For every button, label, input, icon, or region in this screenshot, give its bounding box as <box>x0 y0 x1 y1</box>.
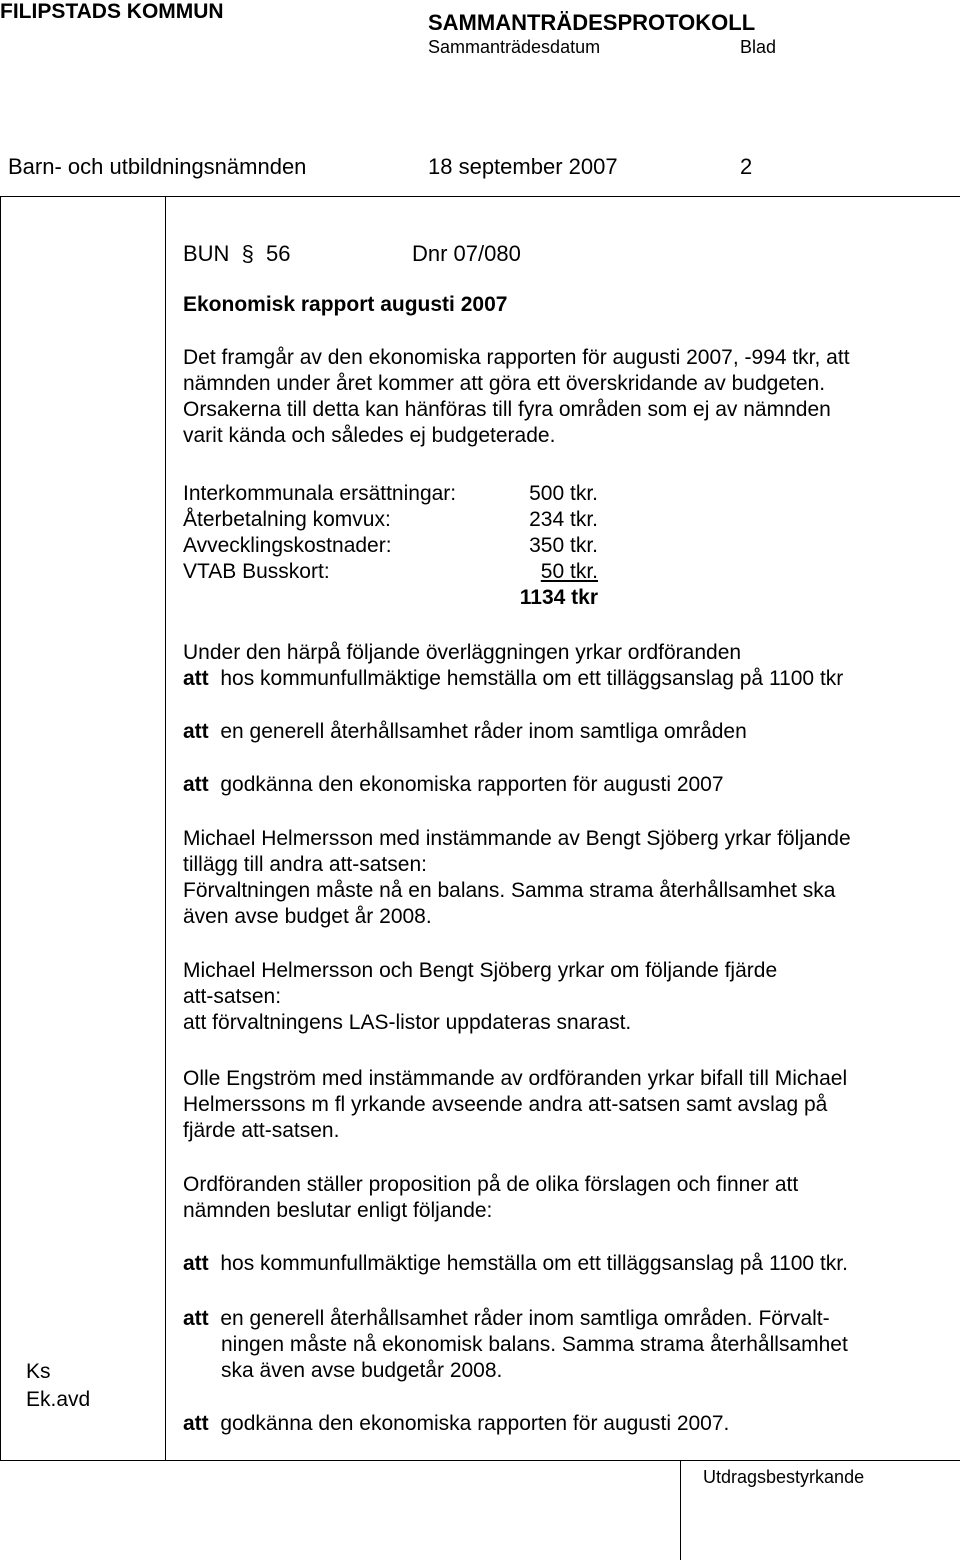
committee-name: Barn- och utbildningsnämnden <box>8 154 307 179</box>
proposal-text: hos kommunfullmäktige hemställa om ett tilläggsanslag på 1100 tkr <box>220 667 844 690</box>
cost-value: 234 tkr. <box>529 508 598 531</box>
att-word: att <box>183 667 209 690</box>
text-line: Michael Helmersson och Bengt Sjöberg yrkar om följande fjärde <box>183 959 778 982</box>
proposal-item <box>183 719 747 745</box>
proposal-text: godkänna den ekonomiska rapporten för augusti 2007 <box>220 773 724 796</box>
text-line: Michael Helmersson med instämmande av Bengt Sjöberg yrkar följande <box>183 827 851 850</box>
page-number: 2 <box>740 154 753 179</box>
amendment-3 <box>183 1066 847 1144</box>
amendment-1 <box>183 826 851 930</box>
text-line: Under den härpå följande överläggningen yrkar ordföranden <box>183 641 742 664</box>
text-line: fjärde att-satsen. <box>183 1119 340 1142</box>
cost-item <box>183 507 598 533</box>
cost-label: Avvecklingskostnader: <box>183 534 392 557</box>
att-word: att <box>183 1412 209 1435</box>
att-word: att <box>183 1252 209 1275</box>
cost-label: Återbetalning komvux: <box>183 508 391 531</box>
amendment-2 <box>183 958 777 1036</box>
cost-value-wrap <box>453 559 598 585</box>
margin-inner-line <box>165 196 166 1460</box>
meeting-date-label: Sammanträdesdatum <box>428 37 601 57</box>
cost-item <box>183 559 598 585</box>
text-line: nämnden beslutar enligt följande: <box>183 1199 493 1222</box>
decision-text: godkänna den ekonomiska rapporten för augusti 2007. <box>220 1412 730 1435</box>
paragraph-id <box>183 241 290 267</box>
decision-item-3 <box>183 1411 729 1437</box>
cost-label: VTAB Busskort: <box>183 560 330 583</box>
decision-text: ningen måste nå ekonomisk balans. Samma strama återhållsamhet <box>221 1333 848 1356</box>
cost-value: 500 tkr. <box>529 482 598 505</box>
text-line: att-satsen: <box>183 985 282 1008</box>
margin-outer-line <box>0 196 1 1460</box>
chair-proposal-intro <box>183 640 843 692</box>
att-word: att <box>183 1307 209 1330</box>
paragraph-number: 56 <box>265 241 291 266</box>
text-line: Helmerssons m fl yrkande avseende andra att-satsen samt avslag på <box>183 1093 828 1116</box>
text-line: nämnden under året kommer att göra ett överskridande av budgeten. <box>183 372 826 395</box>
text-line: varit kända och således ej budgeterade. <box>183 424 556 447</box>
decision-text: en generell återhållsamhet råder inom samtliga områden. Förvalt- <box>220 1307 830 1330</box>
cost-label: Interkommunala ersättningar: <box>183 482 457 505</box>
decision-item-2 <box>183 1306 848 1384</box>
cost-item <box>183 533 598 559</box>
text-line: Förvaltningen måste nå en balans. Samma strama återhållsamhet ska <box>183 879 836 902</box>
paragraph-prefix: BUN <box>183 241 230 266</box>
distribution-ekavd: Ek.avd <box>26 1388 91 1411</box>
section-sign: § <box>241 241 254 266</box>
text-line: Ordföranden ställer proposition på de olika förslagen och finner att <box>183 1173 799 1196</box>
decision-text: ska även avse budgetår 2008. <box>221 1359 503 1382</box>
proposal-item <box>183 772 724 798</box>
distribution-ks: Ks <box>26 1360 51 1383</box>
cost-value: 50 tkr. <box>540 560 598 583</box>
cost-total: 1134 tkr <box>519 586 598 609</box>
cost-item <box>183 481 598 507</box>
footer-divider <box>0 1460 960 1461</box>
text-line: att förvaltningens LAS-listor uppdateras snarast. <box>183 1011 632 1034</box>
text-line: Olle Engström med instämmande av ordföranden yrkar bifall till Michael <box>183 1067 848 1090</box>
decision-text: hos kommunfullmäktige hemställa om ett tilläggsanslag på 1100 tkr. <box>220 1252 848 1275</box>
cost-total-row <box>183 585 598 611</box>
att-word: att <box>183 773 209 796</box>
proposal-text: en generell återhållsamhet råder inom samtliga områden <box>220 720 747 743</box>
document-type: SAMMANTRÄDESPROTOKOLL <box>428 10 756 35</box>
text-line: Orsakerna till detta kan hänföras till fyra områden som ej av nämnden <box>183 398 831 421</box>
cost-list <box>183 481 598 611</box>
att-word: att <box>183 720 209 743</box>
meeting-date: 18 september 2007 <box>428 154 618 179</box>
decision-intro <box>183 1172 798 1224</box>
org-name: FILIPSTADS KOMMUN <box>0 0 224 23</box>
page-label: Blad <box>740 37 777 57</box>
distribution-list <box>26 1358 90 1414</box>
certification-label: Utdragsbestyrkande <box>703 1467 865 1487</box>
decision-item-1 <box>183 1251 848 1277</box>
matter-title: Ekonomisk rapport augusti 2007 <box>183 293 508 316</box>
text-line: även avse budget år 2008. <box>183 905 432 928</box>
proposal-item <box>183 666 843 692</box>
header-divider <box>0 196 960 197</box>
diary-number: Dnr 07/080 <box>412 241 521 266</box>
footer-separator <box>680 1460 681 1560</box>
text-line: Det framgår av den ekonomiska rapporten för augusti 2007, -994 tkr, att <box>183 346 850 369</box>
text-line: tillägg till andra att-satsen: <box>183 853 427 876</box>
intro-paragraph <box>183 345 850 449</box>
cost-value: 350 tkr. <box>529 534 598 557</box>
